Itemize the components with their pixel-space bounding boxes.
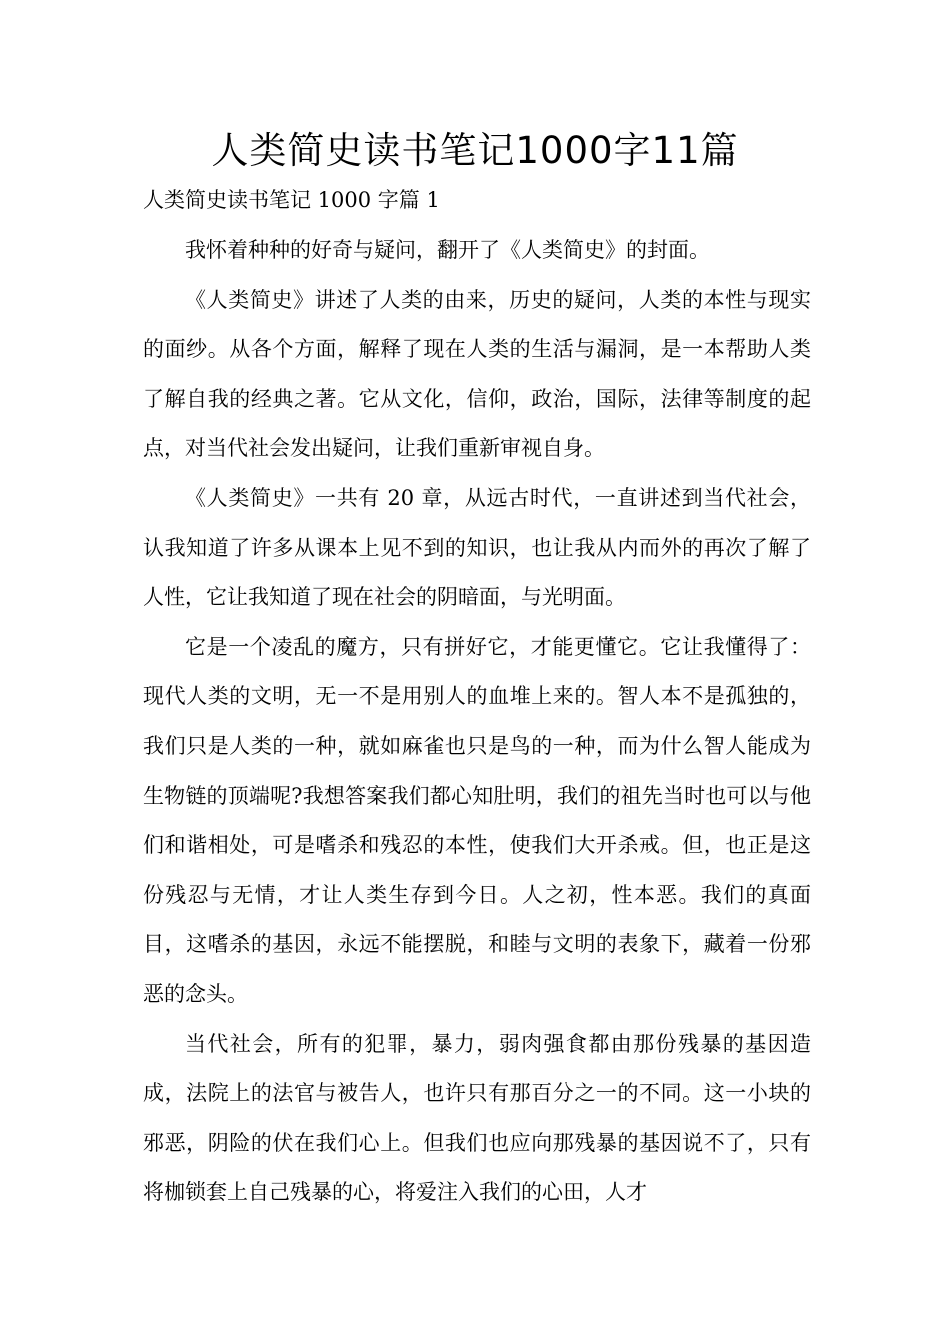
paragraph-1: 我怀着种种的好奇与疑问，翻开了《人类简史》的封面。 [185,238,710,262]
paragraph-5: 当代社会，所有的犯罪，暴力，弱肉强食都由那份残暴的基因造成，法院上的法官与被告人，也许只有那百分之一的不同。这一小块的邪恶，阴险的伏在我们心上。但我们也应向那残暴的基因说不了，只有将枷锁套上自己残暴的心，将爱注入我们的心田，人才 [143,1031,811,1205]
paragraph-3: 《人类简史》一共有 20 章，从远古时代，一直讲述到当代社会，认我知道了许多从课本上见不到的知识，也让我从内而外的再次了解了人性，它让我知道了现在社会的阴暗面，与光明面。 [143,485,811,610]
paragraph-4: 它是一个凌乱的魔方，只有拼好它，才能更懂它。它让我懂得了：现代人类的文明，无一不是用别人的血堆上来的。智人本不是孤独的，我们只是人类的一种，就如麻雀也只是鸟的一种，而为什么智人能成为生物链的顶端呢?我想答案我们都心知肚明，我们的祖先当时也可以与他们和谐相处，可是嗜杀和残忍的本性，使我们大开杀戒。但，也正是这份残忍与无情，才让人类生存到今日。人之初，性本恶。我们的真面目，这嗜杀的基因，永远不能摆脱，和睦与文明的表象下，藏着一份邪恶的念头。 [143,634,811,1006]
document-body [143,226,811,1218]
document-title: 人类简史读书笔记1000字11篇 [211,129,739,172]
paragraph-2: 《人类简史》讲述了人类的由来，历史的疑问，人类的本性与现实的面纱。从各个方面，解释了现在人类的生活与漏洞，是一本帮助人类了解自我的经典之著。它从文化，信仰，政治，国际，法律等制度的起点，对当代社会发出疑问，让我们重新审视自身。 [143,287,811,461]
section-heading: 人类简史读书笔记 1000 字篇 1 [143,188,440,212]
